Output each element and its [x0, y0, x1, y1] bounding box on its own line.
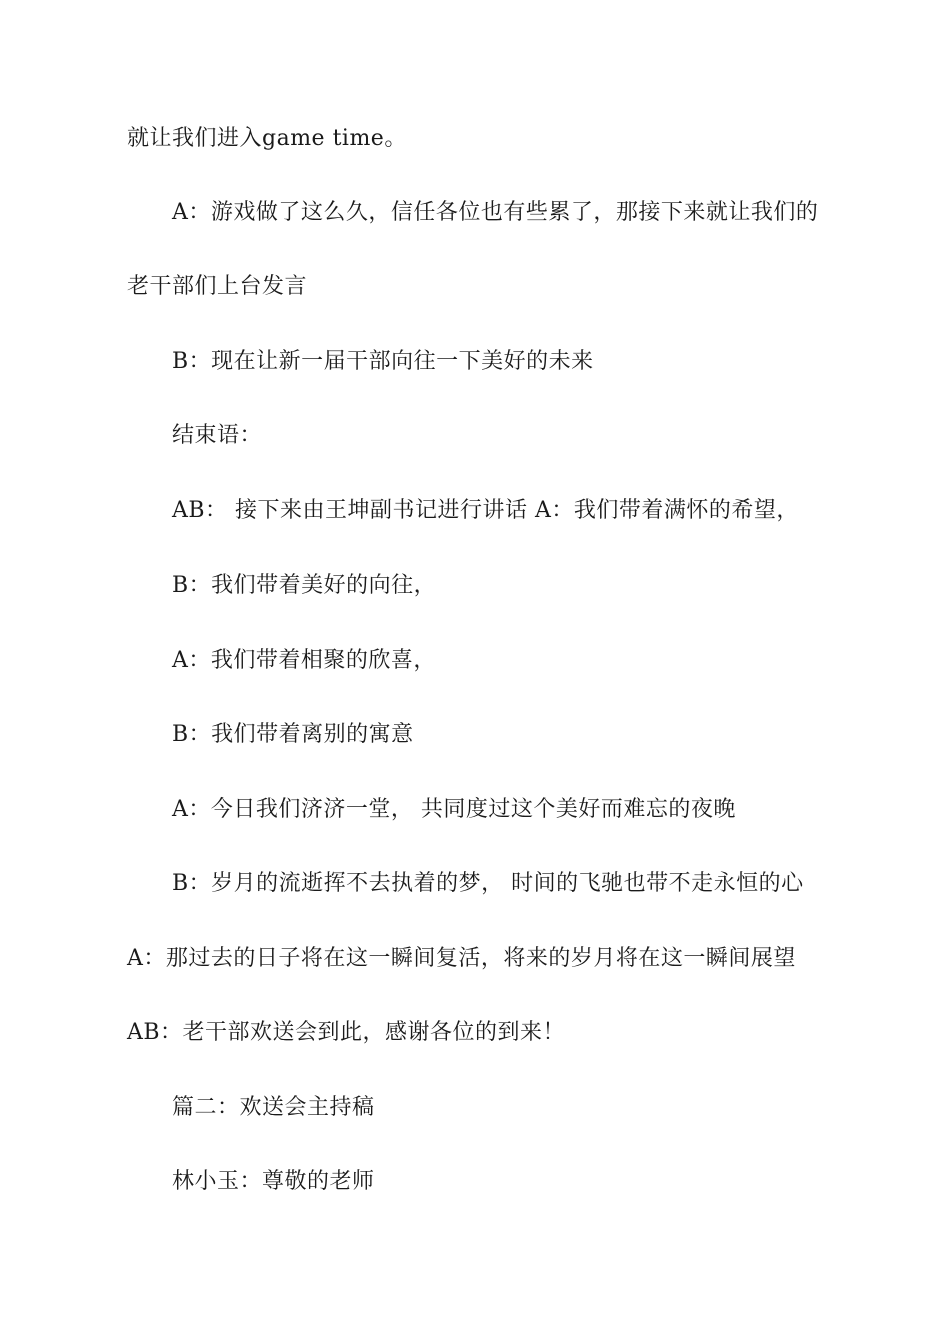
text-line-5: 结束语：	[172, 423, 263, 448]
text-line-7: B：我们带着美好的向往，	[172, 573, 437, 598]
text-line-4: B：现在让新一届干部向往一下美好的未来	[172, 349, 594, 374]
text-line-8: A：我们带着相聚的欣喜，	[172, 648, 436, 673]
text-line-10: A：今日我们济济一堂， 共同度过这个美好而难忘的夜晚	[172, 797, 736, 822]
text-line-12: A：那过去的日子将在这一瞬间复活，将来的岁月将在这一瞬间展望	[127, 946, 796, 971]
text-line-15: 林小玉：尊敬的老师	[172, 1169, 375, 1194]
text-line-9: B：我们带着离别的寓意	[172, 722, 414, 747]
text-line-13: AB：老干部欢送会到此，感谢各位的到来！	[127, 1020, 566, 1045]
text-line-3: 老干部们上台发言	[127, 274, 308, 299]
text-line-6: AB： 接下来由王坤副书记进行讲话 A：我们带着满怀的希望，	[172, 498, 799, 523]
text-line-1: 就让我们进入game time。	[127, 126, 407, 151]
text-line-11: B：岁月的流逝挥不去执着的梦， 时间的飞驰也带不走永恒的心	[172, 871, 804, 896]
text-line-2: A：游戏做了这么久，信任各位也有些累了，那接下来就让我们的	[172, 200, 819, 225]
section-heading: 篇二：欢送会主持稿	[172, 1095, 375, 1120]
